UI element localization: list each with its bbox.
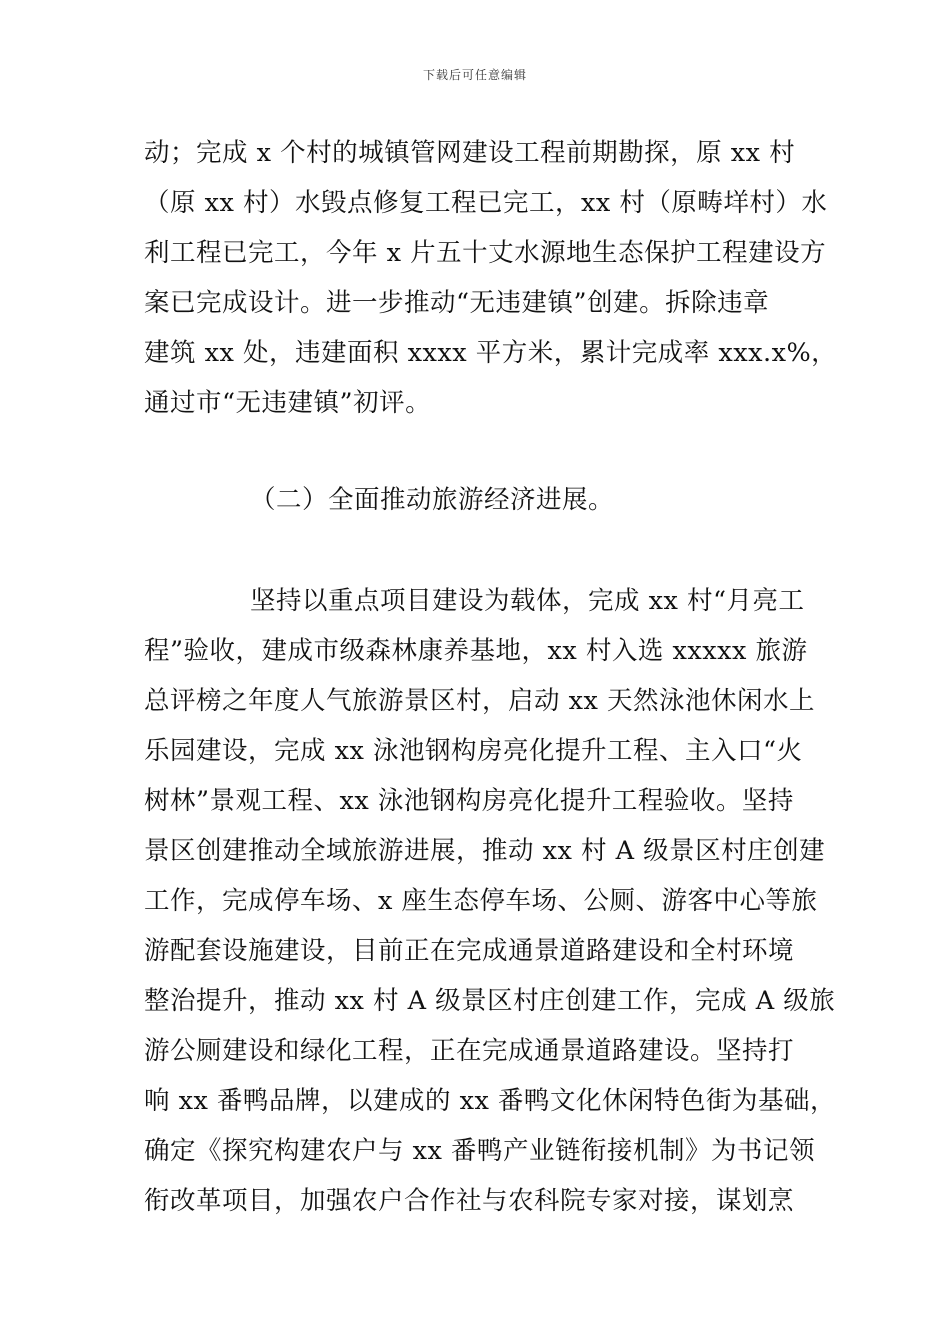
paragraph-line: 衔改革项目，加强农户合作社与农科院专家对接，谋划烹 (144, 1186, 795, 1216)
paragraph-line: 乐园建设，完成 xx 泳池钢构房亮化提升工程、主入口“火 (144, 736, 803, 766)
paragraph-line: 通过市“无违建镇”初评。 (144, 388, 432, 418)
paragraph-line: 确定《探究构建农户与 xx 番鸭产业链衔接机制》为书记领 (144, 1136, 815, 1166)
paragraph-line: 建筑 xx 处，违建面积 xxxx 平方米，累计完成率 xxx.x%， (144, 338, 838, 368)
paragraph-line: 坚持以重点项目建设为载体，完成 xx 村“月亮工 (250, 586, 805, 616)
paragraph-line: 整治提升，推动 xx 村 A 级景区村庄创建工作，完成 A 级旅 (144, 986, 836, 1016)
paragraph-line: 动；完成 x 个村的城镇管网建设工程前期勘探，原 xx 村 (144, 138, 796, 168)
paragraph-line: 程”验收，建成市级森林康养基地，xx 村入选 xxxxx 旅游 (144, 636, 808, 666)
paragraph-line: 树林”景观工程、xx 泳池钢构房亮化提升工程验收。坚持 (144, 786, 794, 816)
page-header: 下载后可任意编辑 (422, 68, 527, 82)
paragraph-line: 景区创建推动全域旅游进展，推动 xx 村 A 级景区村庄创建 (144, 836, 826, 866)
paragraph-line: 响 xx 番鸭品牌，以建成的 xx 番鸭文化休闲特色街为基础， (144, 1086, 836, 1116)
paragraph-line: 工作，完成停车场、x 座生态停车场、公厕、游客中心等旅 (144, 886, 818, 916)
paragraph-line: 游配套设施建设，目前正在完成通景道路建设和全村环境 (144, 936, 795, 966)
paragraph-line: （原 xx 村）水毁点修复工程已完工，xx 村（原畴垟村）水 (144, 188, 828, 218)
paragraph-line: 总评榜之年度人气旅游景区村，启动 xx 天然泳池休闲水上 (144, 686, 815, 716)
paragraph-line: 案已完成设计。进一步推动“无违建镇”创建。拆除违章 (144, 288, 770, 318)
paragraph-line: 游公厕建设和绿化工程，正在完成通景道路建设。坚持打 (144, 1036, 795, 1066)
paragraph-line: 利工程已完工，今年 x 片五十丈水源地生态保护工程建设方 (144, 238, 827, 268)
section-heading: （二）全面推动旅游经济进展。 (250, 485, 615, 515)
